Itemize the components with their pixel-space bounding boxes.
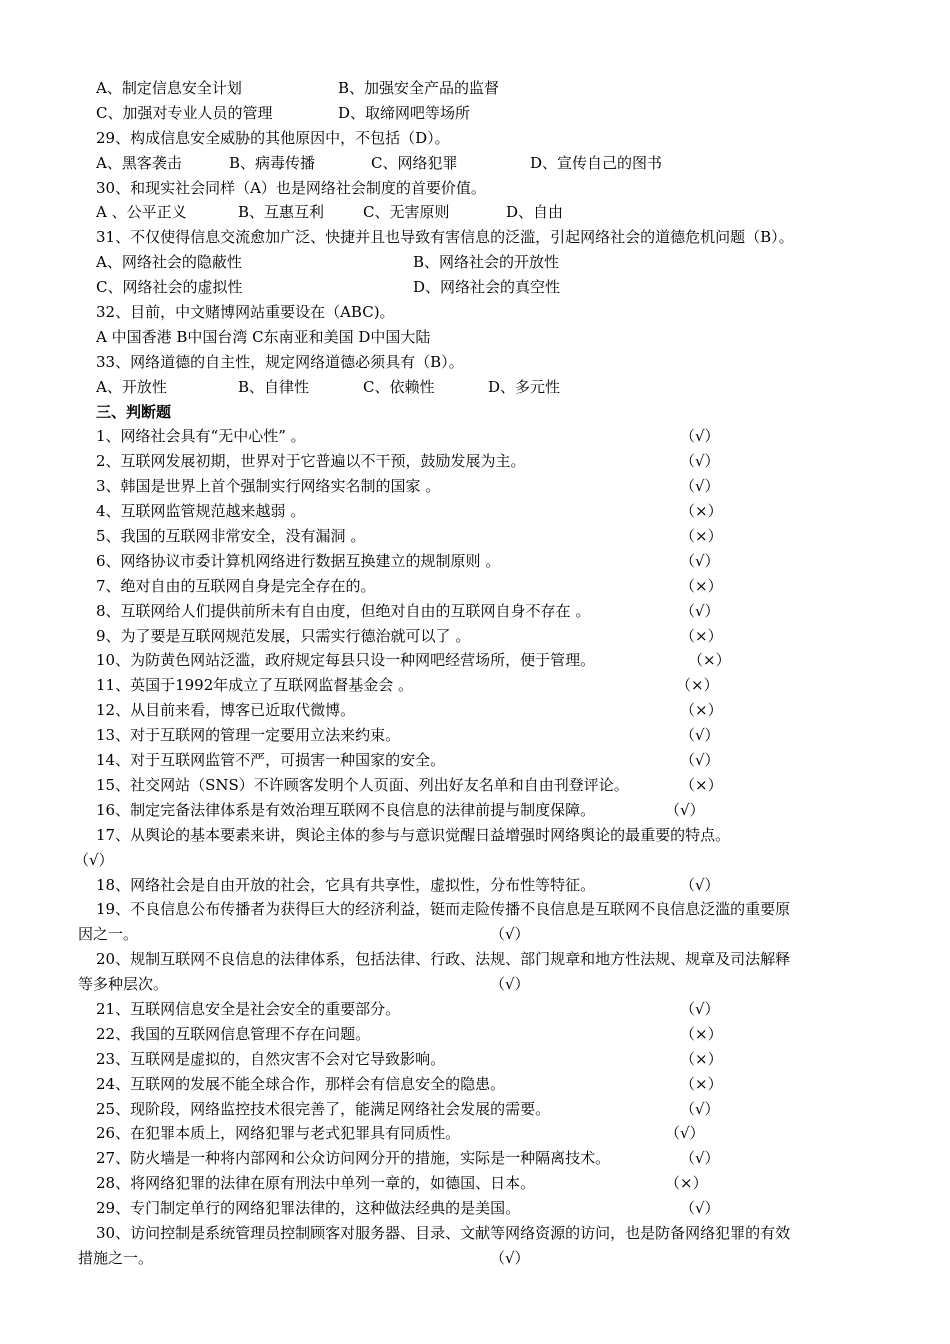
tf-mark: （√） (680, 551, 720, 570)
option-c: C、无害原则 (363, 203, 450, 222)
tf-item (0, 1196, 950, 1221)
tf-text: 5、我国的互联网非常安全，没有漏洞 。 (96, 527, 366, 546)
tf-mark: （×） (680, 502, 723, 521)
tf-item (0, 798, 950, 823)
tf-item (0, 698, 950, 723)
tf-item (0, 499, 950, 524)
option-b: B、加强安全产品的监督 (338, 79, 500, 97)
tf-item (0, 549, 950, 574)
tf-mark: （√） (665, 800, 705, 819)
option-a: A、开放性 (96, 377, 167, 396)
tf-item (0, 947, 950, 972)
option-a: A 、公平正义 (96, 203, 187, 222)
tf-item (0, 873, 950, 898)
tf-mark: （√） (490, 925, 530, 944)
tf-item (0, 1072, 950, 1097)
tf-mark: （×） (680, 775, 723, 794)
tf-text: 25、现阶段，网络监控技术很完善了，能满足网络社会发展的需要。 (96, 1099, 551, 1118)
tf-text: 1、网络社会具有“无中心性” 。 (96, 427, 306, 446)
option-row (0, 200, 950, 225)
tf-item (0, 1171, 950, 1196)
option-d: D、宣传自己的图书 (530, 153, 663, 172)
tf-item-continued (0, 848, 950, 873)
section-title: 三、判断题 (96, 402, 172, 421)
tf-mark: （√） (680, 1099, 720, 1118)
tf-text: 等多种层次。 (78, 975, 169, 994)
document-page (0, 76, 950, 1271)
tf-text: 11、英国于1992年成立了互联网监督基金会 。 (96, 676, 414, 695)
tf-item (0, 1121, 950, 1146)
tf-item (0, 723, 950, 748)
tf-item (0, 574, 950, 599)
tf-item-continued (0, 922, 950, 947)
option-d: D、网络社会的真空性 (413, 278, 561, 297)
question-stem: 29、构成信息安全威胁的其他原因中，不包括（D）。 (96, 128, 450, 147)
tf-text: 17、从舆论的基本要素来讲，舆论主体的参与与意识觉醒日益增强时网络舆论的最重要的特点。 (96, 825, 731, 844)
tf-mark: （×） (680, 576, 723, 595)
option-row (0, 275, 950, 300)
tf-item (0, 748, 950, 773)
tf-mark: （×） (680, 1074, 723, 1093)
tf-mark: （√） (680, 477, 720, 496)
tf-mark: （×） (680, 626, 723, 645)
tf-item (0, 1022, 950, 1047)
tf-item (0, 524, 950, 549)
tf-text: 因之一。 (78, 925, 139, 944)
tf-item (0, 1047, 950, 1072)
option-a: A、制定信息安全计划 (96, 79, 242, 97)
tf-text: 8、互联网给人们提供前所未有自由度，但绝对自由的互联网自身不存在 。 (96, 601, 591, 620)
option-row (0, 151, 950, 176)
tf-text: 6、网络协议市委计算机网络进行数据互换建立的规制原则 。 (96, 551, 501, 570)
option-row (0, 101, 950, 126)
tf-mark: （×） (688, 651, 731, 670)
option-d: D、多元性 (488, 377, 561, 396)
option-b: B、病毒传播 (229, 153, 316, 172)
tf-text: 27、防火墙是一种将内部网和公众访问网分开的措施，实际是一种隔离技术。 (96, 1149, 611, 1168)
tf-item (0, 673, 950, 698)
tf-text: 30、访问控制是系统管理员控制顾客对服务器、目录、文献等网络资源的访问，也是防备网络犯罪的有效 (96, 1223, 791, 1242)
tf-text: 2、互联网发展初期，世界对于它普遍以不干预，鼓励发展为主。 (96, 452, 526, 471)
tf-mark: （√） (490, 1248, 530, 1267)
option-c: C、网络社会的虚拟性 (96, 278, 243, 297)
tf-mark: （√） (680, 427, 720, 446)
option-c: C、网络犯罪 (371, 153, 458, 172)
tf-mark: （×） (680, 527, 723, 546)
tf-text: 12、从目前来看，博客已近取代微博。 (96, 701, 356, 720)
tf-text: 4、互联网监管规范越来越弱 。 (96, 502, 306, 521)
tf-mark: （√） (680, 751, 720, 770)
tf-text: 28、将网络犯罪的法律在原有刑法中单列一章的，如德国、日本。 (96, 1174, 536, 1193)
option-b: B、自律性 (238, 377, 310, 396)
tf-item-continued (0, 972, 950, 997)
tf-mark: （√） (680, 726, 720, 745)
tf-text: 18、网络社会是自由开放的社会，它具有共享性，虚拟性，分布性等特征。 (96, 875, 596, 894)
tf-mark: （×） (676, 676, 719, 695)
tf-text: 10、为防黄色网站泛滥，政府规定每县只设一种网吧经营场所，便于管理。 (96, 651, 596, 670)
question-stem: 33、网络道德的自主性，规定网络道德必须具有（B）。 (96, 352, 464, 371)
tf-text: 29、专门制定单行的网络犯罪法律的，这种做法经典的是美国。 (96, 1199, 521, 1218)
tf-mark: （√） (680, 1149, 720, 1168)
tf-text: 9、为了要是互联网规范发展，只需实行德治就可以了 。 (96, 626, 471, 645)
tf-item (0, 1097, 950, 1122)
question-stem: 32、目前，中文赌博网站重要设在（ABC)。 (96, 303, 395, 322)
tf-mark: （√） (680, 601, 720, 620)
tf-item (0, 648, 950, 673)
tf-text: 22、我国的互联网信息管理不存在问题。 (96, 1024, 371, 1043)
tf-item (0, 424, 950, 449)
tf-text: 24、互联网的发展不能全球合作，那样会有信息安全的隐患。 (96, 1074, 506, 1093)
tf-mark: （√） (680, 452, 720, 471)
tf-text: 26、在犯罪本质上，网络犯罪与老式犯罪具有同质性。 (96, 1124, 461, 1143)
question-stem: 30、和现实社会同样（A）也是网络社会制度的首要价值。 (96, 178, 486, 197)
option-b: B、网络社会的开放性 (413, 253, 560, 272)
option-d: D、取缔网吧等场所 (338, 103, 471, 122)
option-row: A 中国香港 B中国台湾 C东南亚和美国 D中国大陆 (96, 327, 431, 346)
tf-item (0, 599, 950, 624)
tf-item (0, 773, 950, 798)
option-row (0, 375, 950, 400)
tf-text: 21、互联网信息安全是社会安全的重要部分。 (96, 999, 401, 1018)
option-c: C、加强对专业人员的管理 (96, 103, 273, 122)
tf-text: 7、绝对自由的互联网自身是完全存在的。 (96, 576, 376, 595)
option-row (0, 250, 950, 275)
tf-item (0, 897, 950, 922)
tf-item (0, 997, 950, 1022)
tf-item (0, 449, 950, 474)
option-c: C、依赖性 (363, 377, 435, 396)
tf-text: 15、社交网站（SNS）不许顾客发明个人页面、列出好友名单和自由刊登评论。 (96, 775, 629, 794)
option-row (0, 76, 950, 101)
tf-item (0, 474, 950, 499)
tf-text: 14、对于互联网监管不严，可损害一种国家的安全。 (96, 751, 446, 770)
tf-mark: （√） (665, 1124, 705, 1143)
tf-mark: （√） (74, 850, 114, 869)
tf-mark: （×） (680, 1049, 723, 1068)
tf-text: 23、互联网是虚拟的，自然灾害不会对它导致影响。 (96, 1049, 446, 1068)
tf-text: 20、规制互联网不良信息的法律体系，包括法律、行政、法规、部门规章和地方性法规、规章及司法解释 (96, 950, 791, 969)
question-stem: 31、不仅使得信息交流愈加广泛、快捷并且也导致有害信息的泛滥，引起网络社会的道德危机问题（B）。 (96, 228, 794, 247)
tf-text: 13、对于互联网的管理一定要用立法来约束。 (96, 726, 401, 745)
option-a: A、黑客袭击 (96, 153, 182, 172)
option-d: D、自由 (506, 203, 564, 222)
option-a: A、网络社会的隐蔽性 (96, 253, 242, 272)
tf-mark: （×） (680, 701, 723, 720)
tf-item (0, 823, 950, 848)
tf-item (0, 1221, 950, 1246)
tf-mark: （√） (680, 999, 720, 1018)
tf-text: 19、不良信息公布传播者为获得巨大的经济利益，铤而走险传播不良信息是互联网不良信息泛滥的重要原 (96, 900, 791, 919)
tf-mark: （×） (680, 1024, 723, 1043)
tf-item-continued (0, 1246, 950, 1271)
tf-mark: （√） (680, 1199, 720, 1218)
tf-mark: （√） (490, 975, 530, 994)
tf-item (0, 1146, 950, 1171)
tf-text: 措施之一。 (78, 1248, 154, 1267)
tf-mark: （×） (665, 1174, 708, 1193)
tf-text: 16、制定完备法律体系是有效治理互联网不良信息的法律前提与制度保障。 (96, 800, 596, 819)
tf-mark: （√） (680, 875, 720, 894)
tf-text: 3、韩国是世界上首个强制实行网络实名制的国家 。 (96, 477, 441, 496)
option-b: B、互惠互利 (238, 203, 325, 222)
tf-item (0, 624, 950, 649)
